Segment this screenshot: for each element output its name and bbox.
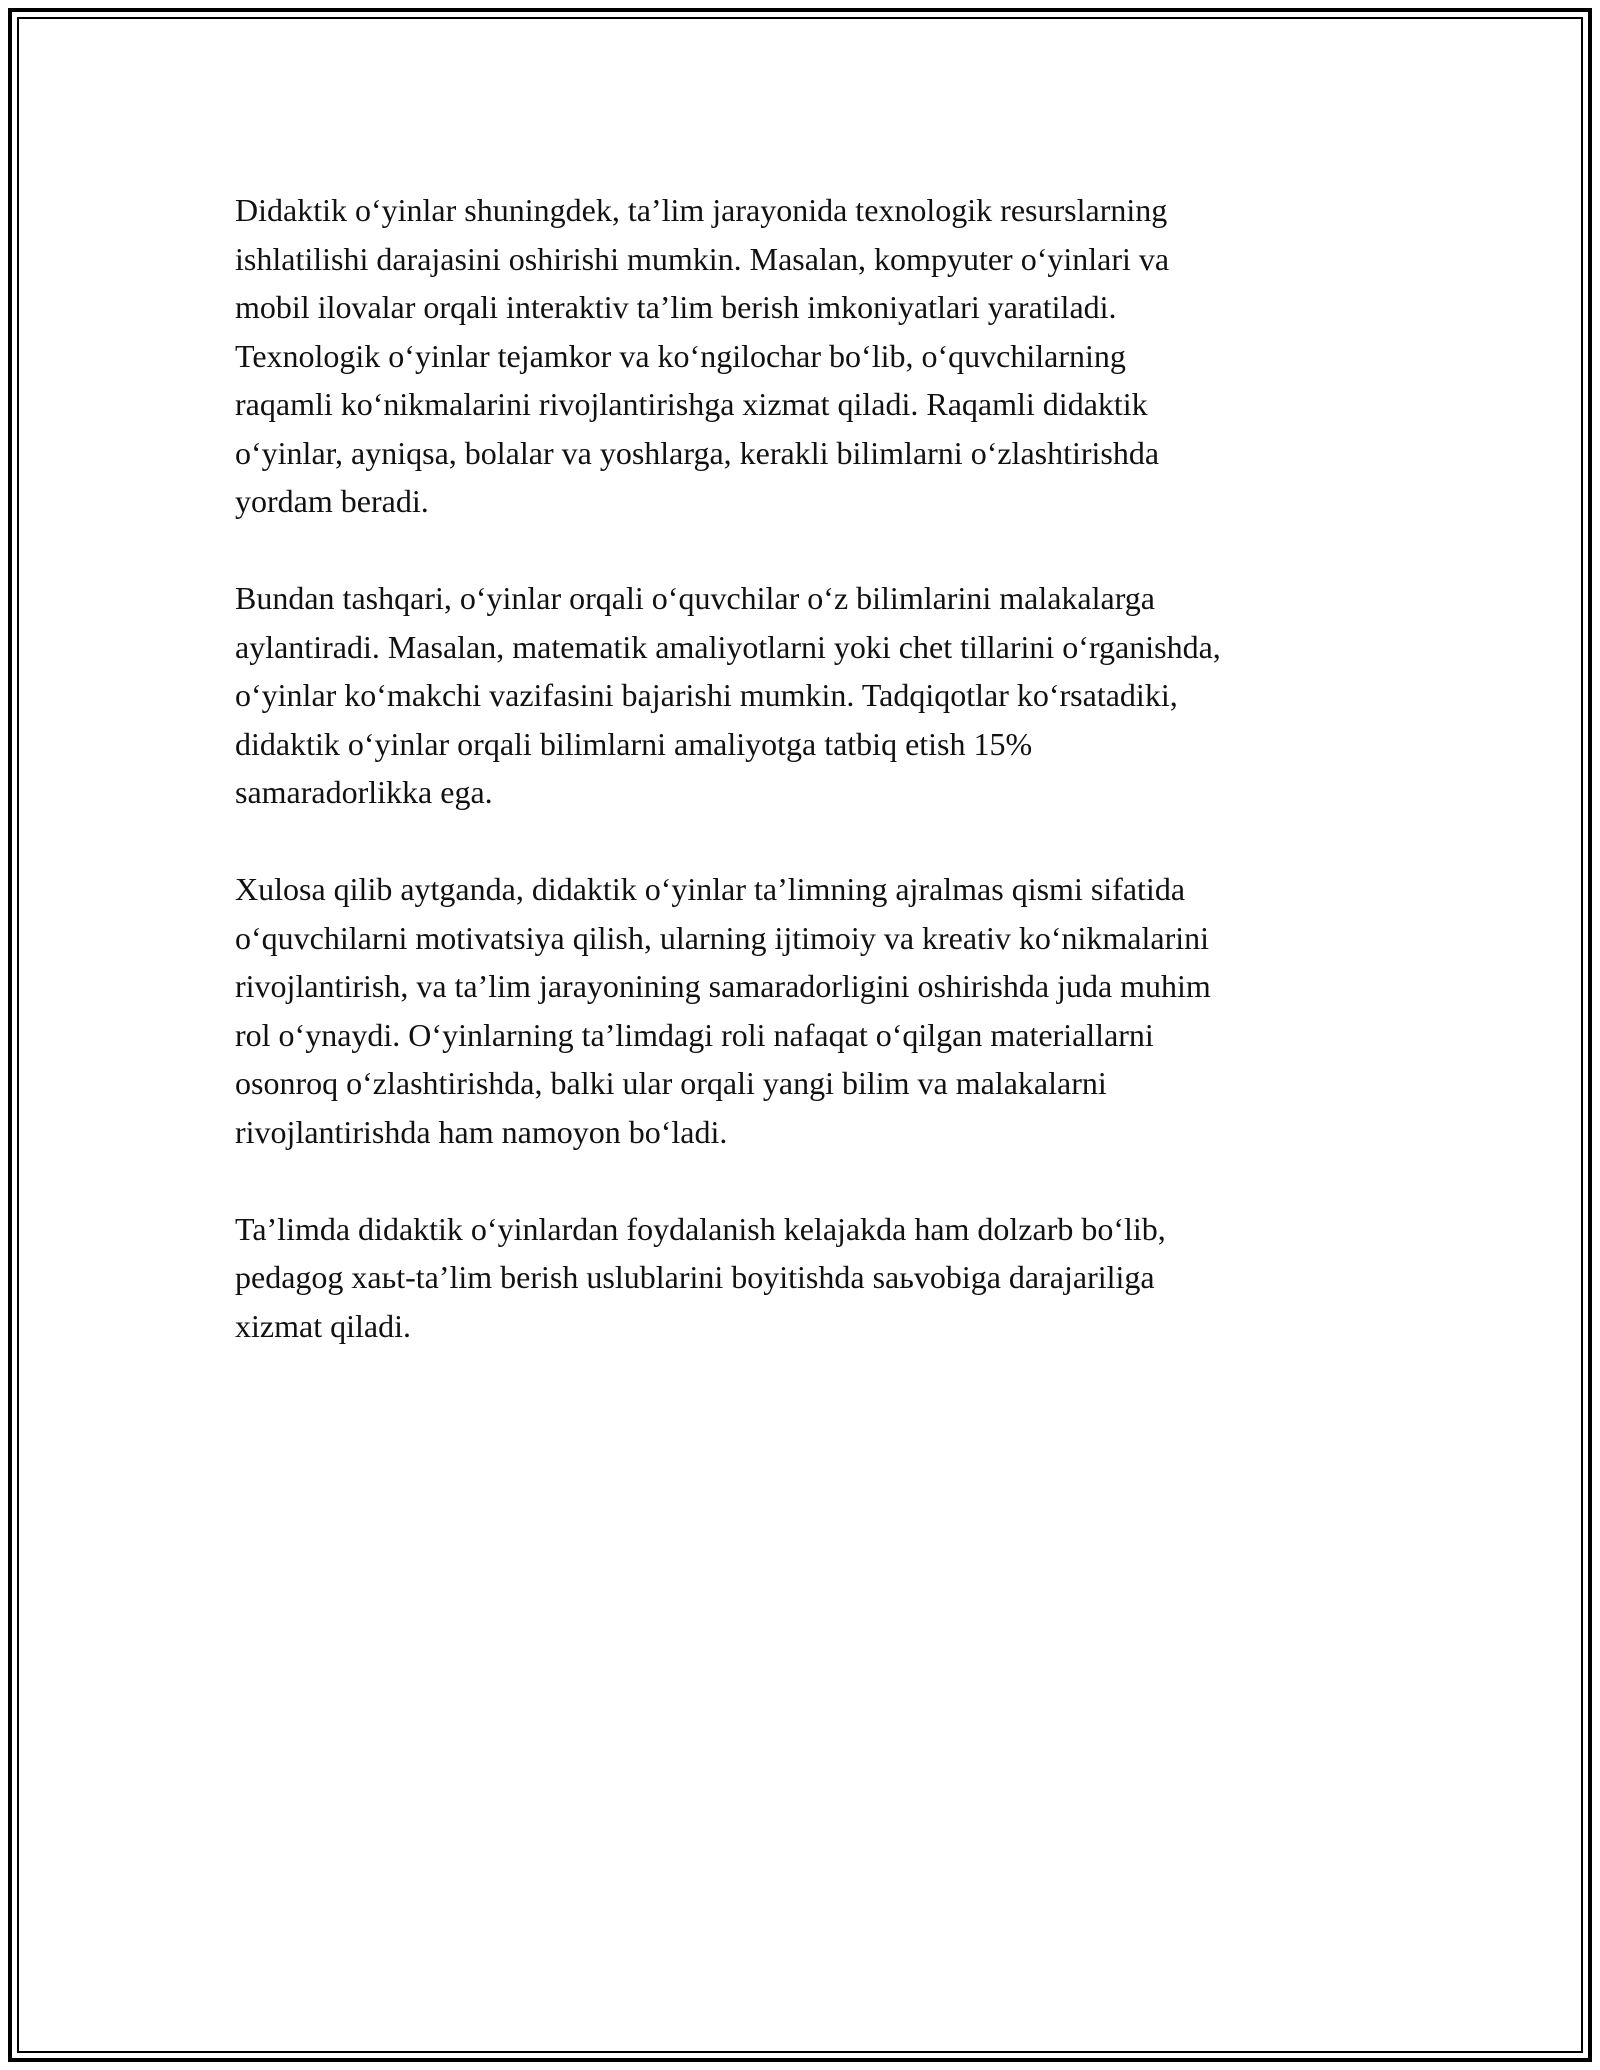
text-line: o‘quvchilarni motivatsiya qilish, ularning ijtimoiy va kreativ ko‘nikmalarini xyxy=(235,919,1210,956)
text-line: aylantiradi. Masalan, matematik amaliyotlarni yoki chet tillarini o‘rganishda, xyxy=(235,628,1221,665)
document-body xyxy=(235,186,1395,1399)
text-line: rivojlantirish, va ta’lim jarayonining samaradorligini oshirishda juda muhim xyxy=(235,968,1211,1004)
text-line: didaktik o‘yinlar orqali bilimlarni amaliyotga tatbiq etish 15% xyxy=(235,725,1033,762)
text-line: Bundan tashqari, o‘yinlar orqali o‘quvchilar o‘z bilimlarini malakalarga xyxy=(235,580,1155,616)
paragraph-conclusion xyxy=(235,865,1395,1156)
text-line: samaradorlikka ega. xyxy=(235,774,493,810)
text-line: Texnologik o‘yinlar tejamkor va ko‘ngilochar bo‘lib, o‘quvchilarning xyxy=(235,337,1126,374)
paragraph-skills xyxy=(235,574,1395,817)
text-line: o‘yinlar, ayniqsa, bolalar va yoshlarga, kerakli bilimlarni o‘zlashtirishda xyxy=(235,434,1160,471)
text-line: mobil ilovalar orqali interaktiv ta’lim berish imkoniyatlari yaratiladi. xyxy=(235,289,1117,325)
text-line: yordam beradi. xyxy=(235,483,429,519)
text-line: rivojlantirishda ham namoyon bo‘ladi. xyxy=(235,1113,728,1150)
text-line: osonroq o‘zlashtirishda, balki ular orqali yangi bilim va malakalarni xyxy=(235,1065,1107,1101)
text-line: Ta’limda didaktik o‘yinlardan foydalanish kelajakda ham dolzarb bo‘lib, xyxy=(235,1210,1166,1247)
text-line: rol o‘ynaydi. O‘yinlarning ta’limdagi roli nafaqat o‘qilgan materiallarni xyxy=(235,1016,1154,1053)
text-line: raqamli ko‘nikmalarini rivojlantirishga xizmat qiladi. Raqamli didaktik xyxy=(235,386,1148,422)
text-line: xizmat qiladi. xyxy=(235,1307,411,1344)
paragraph-future xyxy=(235,1205,1395,1351)
text-line: ishlatilishi darajasini oshirishi mumkin. Masalan, kompyuter o‘yinlari va xyxy=(235,240,1170,277)
text-line: pedagog xaьt-ta’lim berish uslublarini boyitishda saьvobiga darajariliga xyxy=(235,1259,1155,1295)
text-line: Xulosa qilib aytganda, didaktik o‘yinlar ta’limning ajralmas qismi sifatida xyxy=(235,871,1186,907)
paragraph-technology-games xyxy=(235,186,1395,526)
text-line: Didaktik o‘yinlar shuningdek, ta’lim jarayonida texnologik resurslarning xyxy=(235,192,1168,228)
text-line: o‘yinlar ko‘makchi vazifasini bajarishi mumkin. Tadqiqotlar ko‘rsatadiki, xyxy=(235,677,1178,713)
